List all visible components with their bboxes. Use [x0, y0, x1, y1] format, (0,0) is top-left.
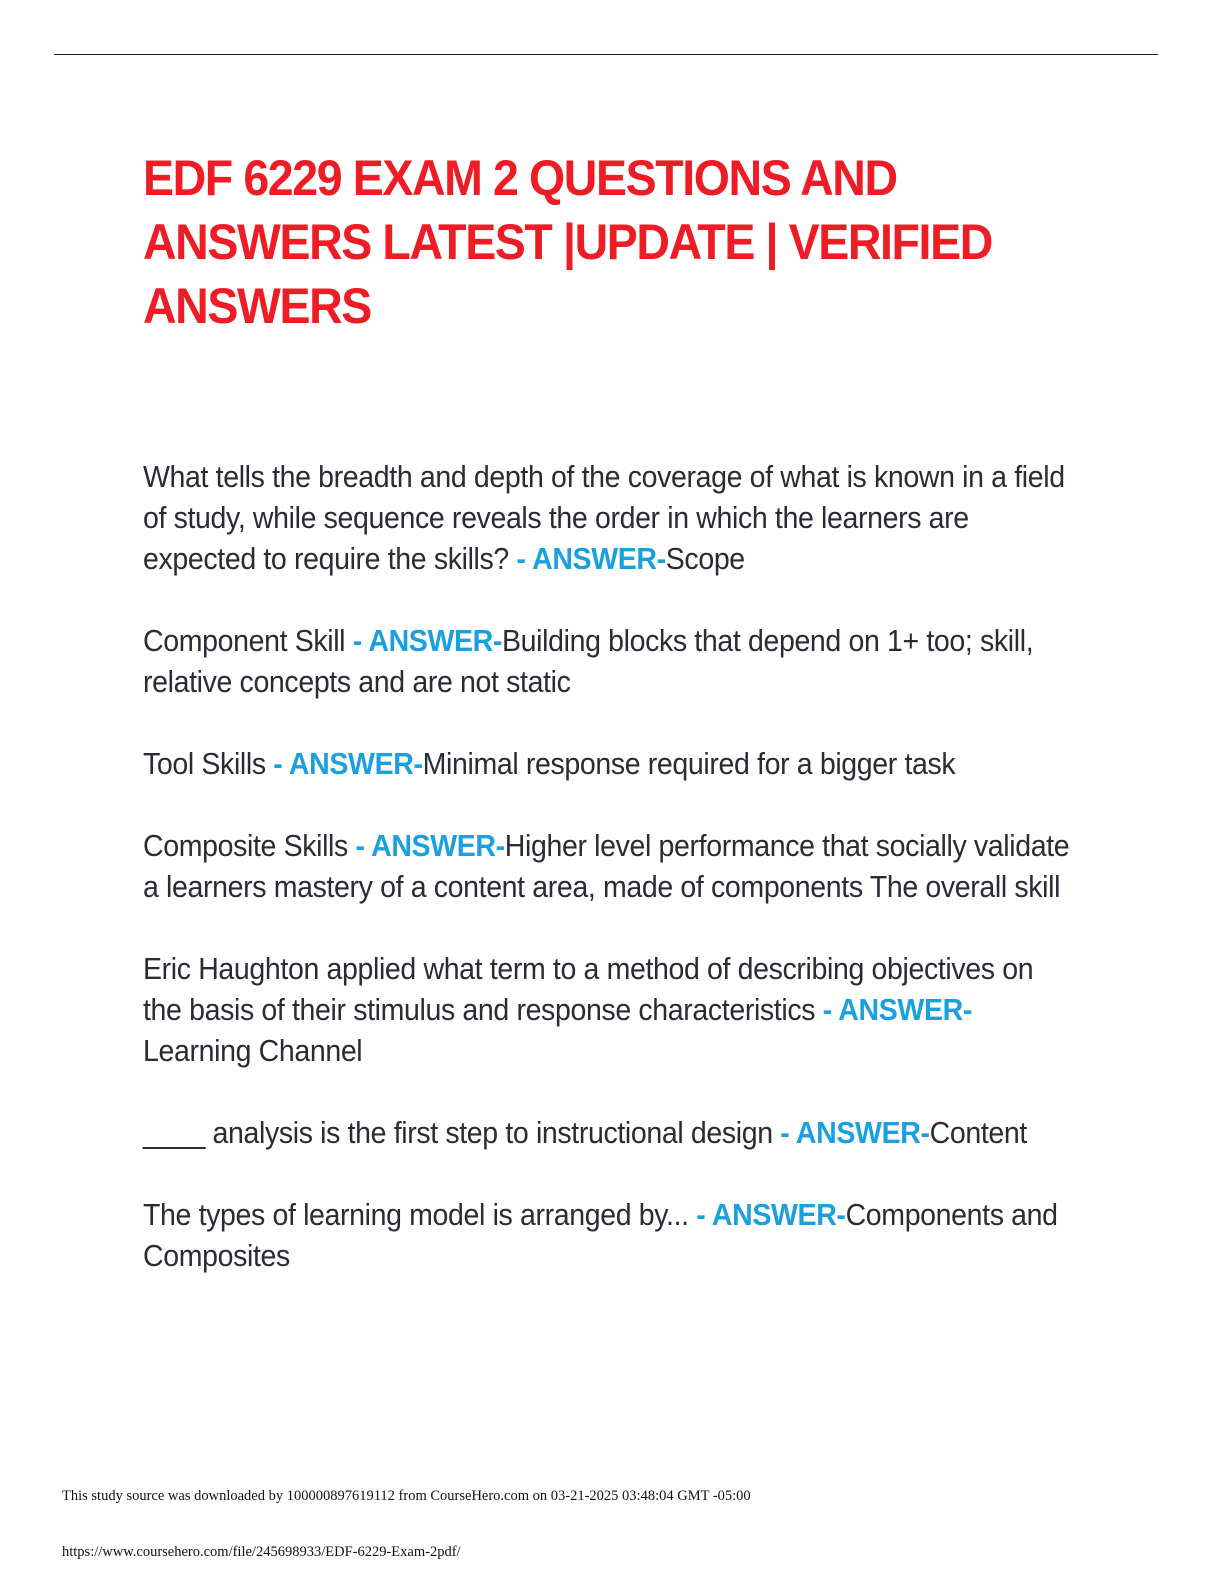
answer-tag: - ANSWER-	[516, 541, 666, 576]
answer-text: Scope	[665, 541, 745, 576]
answer-tag: - ANSWER-	[352, 623, 503, 658]
question-text: Component Skill	[143, 623, 346, 658]
qa-item	[143, 743, 1072, 784]
document-body	[143, 146, 1078, 1273]
question-text: ____ analysis is the first step to instructional design	[143, 1115, 773, 1150]
qa-item	[143, 825, 1072, 907]
question-text: Eric Haughton applied what term to a method of describing objectives on the basis of their stimulus and response characteristics	[143, 951, 1034, 1027]
document-title: EDF 6229 EXAM 2 QUESTIONS AND ANSWERS LATEST |UPDATE | VERIFIED ANSWERS	[143, 150, 992, 334]
qa-item	[143, 456, 1072, 579]
download-notice: This study source was downloaded by 100000897619112 from CourseHero.com on 03-21-2025 03:48:04 GMT -05:00	[62, 1488, 751, 1504]
answer-tag: - ANSWER-	[780, 1115, 930, 1150]
top-rule	[54, 54, 1158, 55]
qa-item	[143, 620, 1072, 702]
qa-item	[143, 1194, 1072, 1276]
answer-text: Higher level performance that socially validate a learners mastery of a content area, made of components The overall skill	[143, 828, 1070, 904]
question-text: What tells the breadth and depth of the coverage of what is known in a field of study, while sequence reveals the order in which the learners are expected to require the skills?	[143, 459, 1065, 576]
question-text: Tool Skills	[143, 746, 266, 781]
answer-text: Content	[929, 1115, 1027, 1150]
answer-text: Learning Channel	[143, 1033, 363, 1068]
answer-text: Building blocks that depend on 1+ too; skill, relative concepts and are not static	[143, 623, 1034, 699]
source-url-link[interactable]: https://www.coursehero.com/file/245698933/EDF-6229-Exam-2pdf/	[62, 1544, 461, 1560]
qa-item	[143, 1112, 1072, 1153]
answer-tag: - ANSWER-	[355, 828, 505, 863]
answer-tag: - ANSWER-	[822, 992, 972, 1027]
answer-text: Minimal response required for a bigger task	[422, 746, 956, 781]
answer-tag: - ANSWER-	[696, 1197, 846, 1232]
answer-tag: - ANSWER-	[273, 746, 423, 781]
qa-item	[143, 948, 1072, 1071]
answer-text: Components and Composites	[143, 1197, 1058, 1273]
question-text: Composite Skills	[143, 828, 348, 863]
question-text: The types of learning model is arranged by...	[143, 1197, 689, 1232]
qa-list	[143, 456, 1078, 1317]
